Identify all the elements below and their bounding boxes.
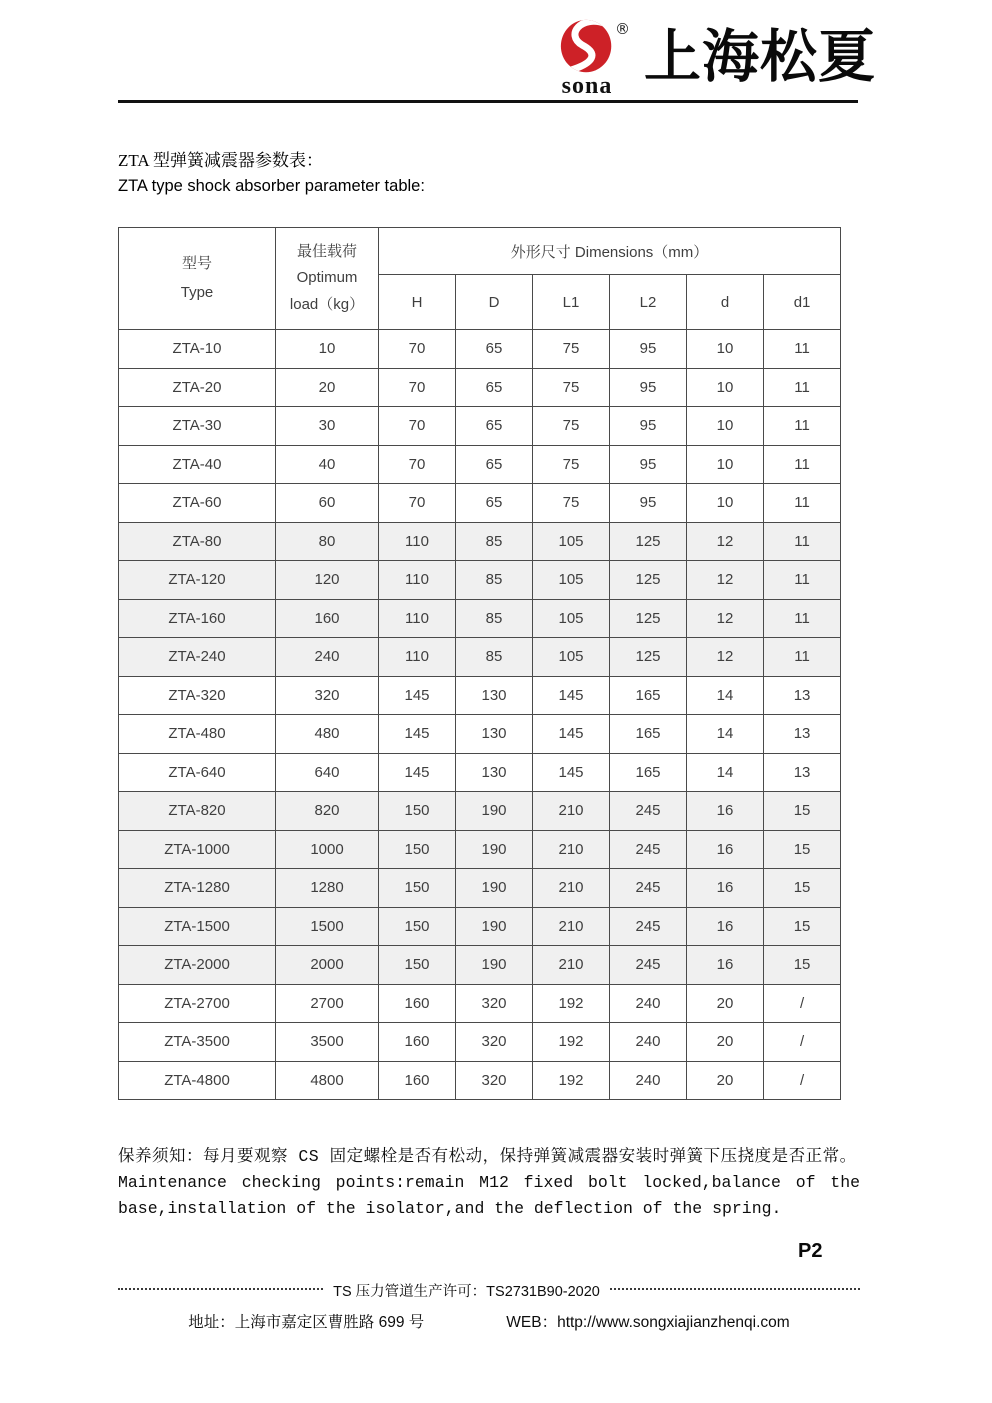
company-website: WEB：http://www.songxiajianzhenqi.com bbox=[506, 1314, 790, 1331]
cell-dimension: 125 bbox=[610, 561, 687, 600]
table-row bbox=[119, 753, 841, 792]
maintenance-note-en-line2: base,installation of the isolator,and the deflection of the spring. bbox=[118, 1199, 782, 1218]
cell-type: ZTA-120 bbox=[119, 561, 276, 600]
cell-dimension: / bbox=[764, 984, 841, 1023]
cell-dimension: 11 bbox=[764, 561, 841, 600]
cell-dimension: 192 bbox=[533, 1061, 610, 1100]
parameter-table bbox=[118, 227, 841, 1100]
cell-dimension: 10 bbox=[687, 484, 764, 523]
cell-dimension: 65 bbox=[456, 407, 533, 446]
table-row bbox=[119, 907, 841, 946]
cell-dimension: 160 bbox=[379, 1023, 456, 1062]
cell-type: ZTA-2000 bbox=[119, 946, 276, 985]
cell-dimension: 10 bbox=[687, 368, 764, 407]
table-row bbox=[119, 869, 841, 908]
cell-dimension: 15 bbox=[764, 946, 841, 985]
cell-type: ZTA-240 bbox=[119, 638, 276, 677]
cell-dimension: 190 bbox=[456, 946, 533, 985]
cell-dimension: 165 bbox=[610, 676, 687, 715]
cell-load: 1280 bbox=[276, 869, 379, 908]
cell-dimension: 125 bbox=[610, 638, 687, 677]
cell-dimension: 11 bbox=[764, 368, 841, 407]
sona-s-icon bbox=[559, 18, 615, 76]
cell-load: 40 bbox=[276, 445, 379, 484]
cell-dimension: 210 bbox=[533, 792, 610, 831]
dotted-leader-left bbox=[118, 1288, 323, 1290]
cell-dimension: 16 bbox=[687, 946, 764, 985]
maintenance-note-zh: 保养须知：每月要观察 CS 固定螺栓是否有松动，保持弹簧减震器安装时弹簧下压挠度是否正常。 bbox=[118, 1147, 857, 1166]
cell-load: 2000 bbox=[276, 946, 379, 985]
cell-dimension: 150 bbox=[379, 869, 456, 908]
cell-load: 2700 bbox=[276, 984, 379, 1023]
table-row bbox=[119, 1061, 841, 1100]
header-dim-d1: d1 bbox=[764, 275, 841, 330]
cell-dimension: 190 bbox=[456, 907, 533, 946]
cell-dimension: 95 bbox=[610, 484, 687, 523]
cell-type: ZTA-820 bbox=[119, 792, 276, 831]
cell-dimension: 130 bbox=[456, 676, 533, 715]
cell-dimension: 12 bbox=[687, 522, 764, 561]
cell-dimension: 12 bbox=[687, 638, 764, 677]
header-type-zh: 型号 bbox=[181, 255, 212, 272]
table-row bbox=[119, 638, 841, 677]
cell-dimension: 11 bbox=[764, 407, 841, 446]
cell-dimension: 150 bbox=[379, 907, 456, 946]
cell-dimension: 245 bbox=[610, 907, 687, 946]
cell-dimension: 245 bbox=[610, 946, 687, 985]
table-row bbox=[119, 599, 841, 638]
cell-type: ZTA-480 bbox=[119, 715, 276, 754]
cell-dimension: 210 bbox=[533, 830, 610, 869]
footer-license-line bbox=[118, 1280, 860, 1301]
cell-dimension: 95 bbox=[610, 445, 687, 484]
cell-dimension: 190 bbox=[456, 869, 533, 908]
cell-dimension: 11 bbox=[764, 445, 841, 484]
cell-dimension: 10 bbox=[687, 330, 764, 369]
page-title-en: ZTA type shock absorber parameter table: bbox=[118, 177, 425, 195]
cell-load: 320 bbox=[276, 676, 379, 715]
cell-dimension: 85 bbox=[456, 522, 533, 561]
cell-dimension: 240 bbox=[610, 984, 687, 1023]
table-row bbox=[119, 676, 841, 715]
cell-dimension: 14 bbox=[687, 753, 764, 792]
table-row bbox=[119, 715, 841, 754]
cell-type: ZTA-1000 bbox=[119, 830, 276, 869]
cell-load: 240 bbox=[276, 638, 379, 677]
cell-dimension: 14 bbox=[687, 676, 764, 715]
cell-dimension: 15 bbox=[764, 792, 841, 831]
header-dimensions: 外形尺寸 Dimensions（mm） bbox=[379, 228, 841, 275]
cell-dimension: 125 bbox=[610, 599, 687, 638]
header-load-zh: 最佳载荷 bbox=[296, 243, 357, 261]
cell-dimension: 160 bbox=[379, 1061, 456, 1100]
maintenance-note-en-line1: Maintenance checking points:remain M12 fixed bolt locked,balance of the bbox=[118, 1173, 860, 1192]
table-row bbox=[119, 561, 841, 600]
cell-dimension: 95 bbox=[610, 368, 687, 407]
cell-dimension: 110 bbox=[379, 599, 456, 638]
cell-dimension: 65 bbox=[456, 368, 533, 407]
cell-dimension: / bbox=[764, 1061, 841, 1100]
cell-load: 20 bbox=[276, 368, 379, 407]
page-number: P2 bbox=[798, 1240, 823, 1262]
cell-load: 10 bbox=[276, 330, 379, 369]
cell-dimension: 11 bbox=[764, 522, 841, 561]
cell-type: ZTA-1280 bbox=[119, 869, 276, 908]
cell-dimension: 15 bbox=[764, 907, 841, 946]
cell-dimension: 145 bbox=[379, 753, 456, 792]
cell-load: 120 bbox=[276, 561, 379, 600]
cell-dimension: 16 bbox=[687, 907, 764, 946]
company-logo bbox=[556, 18, 876, 98]
header-dim-D: D bbox=[456, 275, 533, 330]
cell-dimension: 10 bbox=[687, 407, 764, 446]
brand-name: sona bbox=[561, 73, 613, 99]
cell-dimension: 150 bbox=[379, 792, 456, 831]
cell-dimension: 85 bbox=[456, 638, 533, 677]
cell-dimension: 16 bbox=[687, 830, 764, 869]
cell-dimension: 95 bbox=[610, 330, 687, 369]
cell-type: ZTA-40 bbox=[119, 445, 276, 484]
cell-load: 60 bbox=[276, 484, 379, 523]
footer-contact-line bbox=[118, 1310, 860, 1332]
cell-dimension: 65 bbox=[456, 484, 533, 523]
cell-type: ZTA-1500 bbox=[119, 907, 276, 946]
cell-load: 820 bbox=[276, 792, 379, 831]
cell-type: ZTA-160 bbox=[119, 599, 276, 638]
cell-type: ZTA-320 bbox=[119, 676, 276, 715]
cell-load: 1000 bbox=[276, 830, 379, 869]
cell-dimension: 110 bbox=[379, 522, 456, 561]
cell-dimension: 210 bbox=[533, 946, 610, 985]
table-row bbox=[119, 946, 841, 985]
cell-dimension: 16 bbox=[687, 869, 764, 908]
cell-dimension: 145 bbox=[533, 676, 610, 715]
cell-dimension: 320 bbox=[456, 1061, 533, 1100]
company-name: 上海松夏 bbox=[644, 25, 876, 89]
header-type-column bbox=[119, 228, 276, 330]
cell-dimension: 130 bbox=[456, 715, 533, 754]
cell-dimension: 11 bbox=[764, 599, 841, 638]
cell-dimension: 75 bbox=[533, 445, 610, 484]
cell-type: ZTA-4800 bbox=[119, 1061, 276, 1100]
header-load-column bbox=[276, 228, 379, 330]
sona-logo-mark bbox=[556, 18, 630, 99]
header-type-en: Type bbox=[180, 283, 214, 301]
cell-load: 80 bbox=[276, 522, 379, 561]
registered-trademark-icon: ® bbox=[615, 20, 630, 38]
cell-dimension: 15 bbox=[764, 869, 841, 908]
cell-dimension: 13 bbox=[764, 753, 841, 792]
cell-dimension: 70 bbox=[379, 368, 456, 407]
cell-dimension: 145 bbox=[379, 676, 456, 715]
cell-dimension: 105 bbox=[533, 561, 610, 600]
cell-dimension: 85 bbox=[456, 599, 533, 638]
cell-dimension: 14 bbox=[687, 715, 764, 754]
cell-dimension: 70 bbox=[379, 445, 456, 484]
cell-dimension: 20 bbox=[687, 1023, 764, 1062]
cell-dimension: 16 bbox=[687, 792, 764, 831]
cell-dimension: 70 bbox=[379, 407, 456, 446]
cell-dimension: 165 bbox=[610, 715, 687, 754]
dotted-leader-right bbox=[610, 1288, 860, 1290]
cell-dimension: 245 bbox=[610, 830, 687, 869]
header-dim-L2: L2 bbox=[610, 275, 687, 330]
cell-dimension: 150 bbox=[379, 946, 456, 985]
header-dim-H: H bbox=[379, 275, 456, 330]
table-body bbox=[119, 330, 841, 1100]
cell-type: ZTA-2700 bbox=[119, 984, 276, 1023]
cell-dimension: 11 bbox=[764, 484, 841, 523]
cell-dimension: 110 bbox=[379, 638, 456, 677]
cell-dimension: 105 bbox=[533, 638, 610, 677]
cell-dimension: 105 bbox=[533, 522, 610, 561]
cell-dimension: 70 bbox=[379, 330, 456, 369]
table-row bbox=[119, 484, 841, 523]
cell-dimension: 190 bbox=[456, 792, 533, 831]
cell-dimension: 240 bbox=[610, 1061, 687, 1100]
cell-load: 1500 bbox=[276, 907, 379, 946]
cell-dimension: 190 bbox=[456, 830, 533, 869]
cell-load: 3500 bbox=[276, 1023, 379, 1062]
cell-dimension: 245 bbox=[610, 792, 687, 831]
parameter-table-wrap bbox=[118, 227, 841, 1100]
cell-dimension: 320 bbox=[456, 984, 533, 1023]
ts-license: TS 压力管道生产许可：TS2731B90-2020 bbox=[333, 1284, 600, 1300]
cell-type: ZTA-60 bbox=[119, 484, 276, 523]
cell-dimension: / bbox=[764, 1023, 841, 1062]
cell-dimension: 75 bbox=[533, 368, 610, 407]
cell-dimension: 12 bbox=[687, 599, 764, 638]
cell-dimension: 145 bbox=[533, 715, 610, 754]
cell-dimension: 105 bbox=[533, 599, 610, 638]
table-row bbox=[119, 368, 841, 407]
cell-dimension: 210 bbox=[533, 907, 610, 946]
table-row bbox=[119, 1023, 841, 1062]
cell-dimension: 20 bbox=[687, 984, 764, 1023]
header-dim-L1: L1 bbox=[533, 275, 610, 330]
header-load-en2: load（kg） bbox=[289, 295, 365, 313]
cell-dimension: 95 bbox=[610, 407, 687, 446]
cell-type: ZTA-80 bbox=[119, 522, 276, 561]
table-row bbox=[119, 984, 841, 1023]
cell-load: 480 bbox=[276, 715, 379, 754]
cell-dimension: 65 bbox=[456, 445, 533, 484]
cell-type: ZTA-20 bbox=[119, 368, 276, 407]
cell-dimension: 192 bbox=[533, 984, 610, 1023]
table-row bbox=[119, 407, 841, 446]
cell-dimension: 150 bbox=[379, 830, 456, 869]
cell-dimension: 125 bbox=[610, 522, 687, 561]
cell-dimension: 145 bbox=[379, 715, 456, 754]
cell-load: 640 bbox=[276, 753, 379, 792]
cell-load: 30 bbox=[276, 407, 379, 446]
cell-dimension: 192 bbox=[533, 1023, 610, 1062]
maintenance-notes bbox=[118, 1144, 860, 1222]
cell-dimension: 13 bbox=[764, 715, 841, 754]
header-divider bbox=[118, 100, 858, 103]
cell-dimension: 15 bbox=[764, 830, 841, 869]
cell-dimension: 75 bbox=[533, 330, 610, 369]
cell-dimension: 11 bbox=[764, 638, 841, 677]
cell-dimension: 210 bbox=[533, 869, 610, 908]
cell-dimension: 13 bbox=[764, 676, 841, 715]
company-address: 地址：上海市嘉定区曹胜路 699 号 bbox=[188, 1314, 425, 1331]
cell-load: 4800 bbox=[276, 1061, 379, 1100]
cell-dimension: 245 bbox=[610, 869, 687, 908]
table-row bbox=[119, 792, 841, 831]
table-row bbox=[119, 522, 841, 561]
header-dim-d: d bbox=[687, 275, 764, 330]
cell-dimension: 20 bbox=[687, 1061, 764, 1100]
cell-type: ZTA-3500 bbox=[119, 1023, 276, 1062]
cell-dimension: 160 bbox=[379, 984, 456, 1023]
cell-dimension: 75 bbox=[533, 484, 610, 523]
cell-dimension: 110 bbox=[379, 561, 456, 600]
cell-dimension: 65 bbox=[456, 330, 533, 369]
header-load-en1: Optimum bbox=[296, 269, 358, 287]
cell-dimension: 145 bbox=[533, 753, 610, 792]
page-title-zh: ZTA 型弹簧减震器参数表： bbox=[118, 151, 323, 170]
cell-dimension: 240 bbox=[610, 1023, 687, 1062]
cell-dimension: 70 bbox=[379, 484, 456, 523]
cell-type: ZTA-10 bbox=[119, 330, 276, 369]
cell-dimension: 11 bbox=[764, 330, 841, 369]
cell-dimension: 320 bbox=[456, 1023, 533, 1062]
table-row bbox=[119, 830, 841, 869]
table-row bbox=[119, 445, 841, 484]
cell-dimension: 75 bbox=[533, 407, 610, 446]
cell-load: 160 bbox=[276, 599, 379, 638]
cell-dimension: 10 bbox=[687, 445, 764, 484]
cell-dimension: 85 bbox=[456, 561, 533, 600]
cell-type: ZTA-640 bbox=[119, 753, 276, 792]
page-footer bbox=[118, 1280, 860, 1332]
cell-type: ZTA-30 bbox=[119, 407, 276, 446]
cell-dimension: 130 bbox=[456, 753, 533, 792]
cell-dimension: 12 bbox=[687, 561, 764, 600]
cell-dimension: 165 bbox=[610, 753, 687, 792]
table-row bbox=[119, 330, 841, 369]
